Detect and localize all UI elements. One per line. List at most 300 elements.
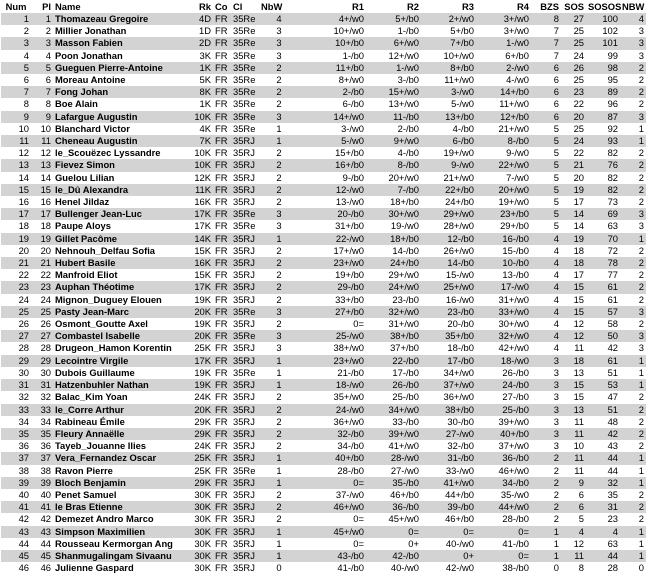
rank-cell: 10K: [183, 159, 213, 171]
pl-cell: 5: [31, 62, 53, 74]
round4-cell: 14+/b0: [476, 86, 531, 98]
num-cell: 2: [23, 25, 29, 37]
rank-cell: 29K: [183, 428, 213, 440]
table-row[interactable]: [1, 477, 646, 489]
sos-cell: 11: [574, 342, 584, 354]
country-cell: FR: [213, 404, 231, 416]
nbw-total-cell: 4: [620, 13, 646, 25]
table-row[interactable]: [1, 294, 646, 306]
header-co[interactable]: Co: [215, 1, 228, 12]
round3-cell: 29+/w0: [421, 208, 476, 220]
sosos-cell: 100: [586, 13, 620, 25]
club-cell: 35RJ: [233, 488, 255, 500]
nbw-cell: 2: [259, 404, 299, 416]
sosos-cell: 82: [607, 147, 618, 159]
round2-cell: 46+/b0: [390, 488, 419, 500]
table-row[interactable]: [1, 123, 646, 135]
round3-cell: 33-/w0: [445, 464, 474, 476]
club-cell: 35Re: [233, 98, 256, 110]
nbw-total-cell: 3: [620, 208, 646, 220]
round4-cell: 41-/b0: [502, 537, 529, 549]
nbw-cell: 2: [259, 428, 299, 440]
table-row[interactable]: [1, 440, 646, 452]
round3-cell: 6-/b0: [421, 135, 476, 147]
sosos-cell: 57: [586, 306, 620, 318]
round3-cell: 36+/w0: [443, 391, 474, 403]
name-cell: Shanmugalingam Sivaanu: [53, 550, 183, 562]
table-row[interactable]: [1, 330, 646, 342]
sos-cell: 18: [561, 355, 586, 367]
round3-cell: 15-/w0: [445, 269, 474, 281]
sosos-cell: 43: [607, 440, 618, 452]
name-cell: Tayeb_Jouanne Ilies: [55, 440, 147, 452]
rank-cell: 30K: [194, 513, 211, 525]
nbw-total-cell: 1: [620, 233, 646, 245]
round3-cell: 14-/b0: [421, 257, 476, 269]
club-cell: 35RJ: [233, 440, 255, 452]
table-row[interactable]: [1, 465, 646, 477]
table-row[interactable]: [1, 184, 646, 196]
country-cell: FR: [215, 415, 228, 427]
header-bzs[interactable]: BZS: [540, 1, 559, 12]
pl-cell: 12: [40, 147, 51, 159]
sos-cell: 11: [574, 415, 584, 427]
round2-cell: 0=: [366, 526, 421, 538]
club-cell: 35RJ: [231, 452, 259, 464]
num-cell: 31: [1, 379, 31, 391]
name-cell: le_Scouëzec Lyssandre: [55, 147, 161, 159]
round2-cell: 27-/w0: [390, 464, 419, 476]
country-cell: FR: [213, 550, 231, 562]
pl-cell: 35: [31, 428, 53, 440]
sosos-cell: 69: [586, 208, 620, 220]
header-cl[interactable]: Cl: [233, 1, 243, 12]
nbw-total-cell: 1: [620, 355, 646, 367]
pl-cell: 24: [40, 293, 51, 305]
nbw-total-cell: 2: [638, 74, 644, 86]
table-row[interactable]: [1, 526, 646, 538]
table-row[interactable]: [1, 233, 646, 245]
country-cell: FR: [213, 355, 231, 367]
nbw-cell: 2: [276, 269, 282, 281]
bzs-cell: 2: [531, 501, 561, 513]
table-row[interactable]: [1, 452, 646, 464]
round1-cell: 10+/w0: [333, 25, 364, 37]
pl-cell: 10: [40, 122, 51, 134]
rank-cell: 1K: [183, 62, 213, 74]
round4-cell: 26-/b0: [502, 366, 529, 378]
round3-cell: 4-/b0: [452, 122, 474, 134]
table-row[interactable]: [1, 98, 646, 110]
nbw-total-cell: 1: [620, 135, 646, 147]
table-row[interactable]: [1, 404, 646, 416]
name-cell: Pasty Jean-Marc: [53, 306, 183, 318]
pl-cell: 39: [31, 477, 53, 489]
table-row[interactable]: [1, 342, 646, 354]
num-cell: 30: [18, 366, 29, 378]
sosos-cell: 44: [607, 464, 618, 476]
nbw-total-cell: 2: [638, 415, 644, 427]
round1-cell: 35+/w0: [333, 391, 364, 403]
nbw-total-cell: 1: [620, 526, 646, 538]
round3-cell: 17-/b0: [421, 355, 476, 367]
sosos-cell: 93: [586, 135, 620, 147]
round2-cell: 17-/b0: [392, 366, 419, 378]
table-row[interactable]: [1, 489, 646, 501]
table-row[interactable]: [1, 159, 646, 171]
bzs-cell: 5: [531, 159, 561, 171]
nbw-total-cell: 2: [638, 391, 644, 403]
pl-cell: 15: [31, 184, 53, 196]
pl-cell: 20: [40, 244, 51, 256]
sosos-cell: 47: [607, 391, 618, 403]
name-cell: Guelou Lilian: [55, 171, 115, 183]
club-cell: 35Re: [231, 208, 259, 220]
table-row[interactable]: [1, 257, 646, 269]
num-cell: 34: [18, 415, 29, 427]
header-num[interactable]: Num: [5, 1, 27, 12]
round4-cell: 8-/b0: [476, 135, 531, 147]
bzs-cell: 3: [531, 428, 561, 440]
name-cell: Masson Fabien: [53, 37, 183, 49]
nbw-total-cell: 1: [620, 477, 646, 489]
num-cell: 4: [23, 49, 29, 61]
pl-cell: 29: [31, 355, 53, 367]
club-cell: 35Re: [233, 25, 256, 37]
nbw-cell: 3: [259, 37, 299, 49]
sos-cell: 11: [561, 550, 586, 562]
bzs-cell: 3: [531, 355, 561, 367]
nbw-total-cell: 1: [620, 550, 646, 562]
num-cell: 19: [1, 233, 31, 245]
name-cell: Rousseau Kermorgan Ang: [55, 537, 173, 549]
club-cell: 35Re: [233, 49, 256, 61]
nbw-cell: 2: [259, 62, 299, 74]
rank-cell: 20K: [183, 306, 213, 318]
name-cell: Combastel Isabelle: [53, 330, 183, 342]
round1-cell: 22-/w0: [299, 233, 366, 245]
bzs-cell: 4: [531, 257, 561, 269]
round4-cell: 0=: [476, 526, 531, 538]
round2-cell: 6+/w0: [366, 37, 421, 49]
pl-cell: 21: [31, 257, 53, 269]
round3-cell: 37+/w0: [421, 379, 476, 391]
round3-cell: 28+/w0: [443, 220, 474, 232]
sosos-cell: 98: [586, 62, 620, 74]
rank-cell: 30K: [194, 488, 211, 500]
round2-cell: 13+/w0: [388, 98, 419, 110]
table-row[interactable]: [1, 50, 646, 62]
round1-cell: 0=: [353, 513, 364, 525]
table-row[interactable]: [1, 379, 646, 391]
club-cell: 35RJ: [231, 477, 259, 489]
rank-cell: 10K: [194, 147, 211, 159]
nbw-cell: 1: [276, 464, 282, 476]
sosos-cell: 82: [586, 184, 620, 196]
name-cell: Osmont_Goutte Axel: [55, 318, 148, 330]
bzs-cell: 1: [553, 537, 559, 549]
sos-cell: 12: [561, 330, 586, 342]
table-row[interactable]: [1, 25, 646, 37]
header-rk[interactable]: Rk: [199, 1, 211, 12]
club-cell: 35RJ: [233, 147, 255, 159]
round1-cell: 41-/b0: [337, 562, 364, 574]
table-row[interactable]: [1, 196, 646, 208]
num-cell: 3: [1, 37, 31, 49]
rank-cell: 20K: [183, 404, 213, 416]
sosos-cell: 72: [607, 244, 618, 256]
country-cell: FR: [215, 25, 228, 37]
table-row[interactable]: [1, 428, 646, 440]
header-name[interactable]: Name: [55, 1, 81, 12]
round1-cell: 34-/b0: [337, 440, 364, 452]
header-r1[interactable]: R1: [352, 1, 364, 12]
bzs-cell: 5: [553, 196, 559, 208]
rank-cell: 30K: [194, 562, 211, 574]
country-cell: FR: [213, 257, 231, 269]
nbw-cell: 2: [276, 415, 282, 427]
num-cell: 29: [1, 355, 31, 367]
nbw-cell: 3: [276, 25, 282, 37]
sosos-cell: 48: [607, 415, 618, 427]
table-row[interactable]: [1, 172, 646, 184]
country-cell: FR: [213, 111, 231, 123]
table-row[interactable]: [1, 13, 646, 25]
table-row[interactable]: [1, 416, 646, 428]
round2-cell: 19-/w0: [390, 220, 419, 232]
nbw-total-cell: 2: [620, 428, 646, 440]
round2-cell: 24+/w0: [366, 281, 421, 293]
round2-cell: 24+/b0: [366, 257, 421, 269]
club-cell: 35RJ: [231, 355, 259, 367]
nbw-total-cell: 3: [620, 330, 646, 342]
header-pl[interactable]: Pl: [42, 1, 51, 12]
num-cell: 12: [18, 147, 29, 159]
round3-cell: 11+/w0: [444, 74, 474, 86]
nbw-total-cell: 3: [638, 220, 644, 232]
nbw-total-cell: 3: [620, 37, 646, 49]
round2-cell: 20+/w0: [388, 171, 419, 183]
header-r3[interactable]: R3: [462, 1, 474, 12]
club-cell: 35Re: [231, 330, 259, 342]
table-row[interactable]: [1, 111, 646, 123]
bzs-cell: 5: [531, 208, 561, 220]
num-cell: 35: [1, 428, 31, 440]
round3-cell: 40-/w0: [445, 537, 474, 549]
sosos-cell: 73: [607, 196, 618, 208]
sosos-cell: 31: [586, 501, 620, 513]
header-sos[interactable]: SOS: [564, 1, 584, 12]
round2-cell: 32+/w0: [366, 306, 421, 318]
name-cell: Gillet Pacôme: [53, 233, 183, 245]
name-cell: Bullenger Jean-Luc: [53, 208, 183, 220]
round1-cell: 5-/w0: [299, 135, 366, 147]
round1-cell: 20-/b0: [299, 208, 366, 220]
header-r4[interactable]: R4: [517, 1, 529, 12]
nbw-total-cell: 2: [620, 184, 646, 196]
table-row[interactable]: [1, 86, 646, 98]
header-r2[interactable]: R2: [407, 1, 419, 12]
rank-cell: 25K: [194, 464, 211, 476]
pl-cell: 14: [40, 171, 51, 183]
country-cell: FR: [213, 159, 231, 171]
round2-cell: 5+/b0: [366, 13, 421, 25]
rank-cell: 19K: [194, 318, 211, 330]
club-cell: 35RJ: [231, 550, 259, 562]
nbw-cell: 2: [259, 501, 299, 513]
round1-cell: 43-/b0: [299, 550, 366, 562]
table-row[interactable]: [1, 355, 646, 367]
pl-cell: 26: [40, 318, 51, 330]
round4-cell: 36-/b0: [476, 452, 531, 464]
sosos-cell: 35: [607, 488, 618, 500]
round4-cell: 38-/b0: [502, 562, 529, 574]
table-row[interactable]: [1, 208, 646, 220]
rank-cell: 8K: [183, 86, 213, 98]
rank-cell: 14K: [183, 233, 213, 245]
num-cell: 26: [18, 318, 29, 330]
country-cell: FR: [213, 62, 231, 74]
sos-cell: 17: [573, 269, 584, 281]
country-cell: FR: [215, 49, 228, 61]
num-cell: 39: [1, 477, 31, 489]
pl-cell: 38: [40, 464, 51, 476]
round2-cell: 33-/b0: [392, 415, 419, 427]
table-row[interactable]: [1, 367, 646, 379]
name-cell: Manfroid Eliot: [55, 269, 118, 281]
round1-cell: 16+/b0: [299, 159, 366, 171]
round2-cell: 25-/b0: [392, 391, 419, 403]
sosos-cell: 82: [607, 171, 618, 183]
round1-cell: 10+/b0: [299, 37, 366, 49]
table-row[interactable]: [1, 562, 646, 574]
country-cell: FR: [215, 244, 228, 256]
header-sosos[interactable]: SOSOS: [588, 1, 622, 12]
table-row[interactable]: [1, 281, 646, 293]
nbw-total-cell: 3: [638, 49, 644, 61]
club-cell: 35RJ: [231, 257, 259, 269]
club-cell: 35Re: [233, 122, 256, 134]
round2-cell: 28-/w0: [366, 452, 421, 464]
round3-cell: 0=: [421, 526, 476, 538]
nbw-cell: 2: [276, 318, 282, 330]
header-nbw2[interactable]: NBW: [622, 1, 645, 12]
round3-cell: 5+/b0: [450, 25, 474, 37]
name-cell: Mignon_Duguey Elouen: [55, 293, 162, 305]
table-row[interactable]: [1, 220, 646, 232]
round1-cell: 23+/w0: [299, 355, 366, 367]
round3-cell: 10+/w0: [443, 49, 474, 61]
rank-cell: 29K: [194, 415, 211, 427]
pl-cell: 37: [31, 452, 53, 464]
club-cell: 35Re: [233, 464, 256, 476]
round1-cell: 21-/b0: [337, 366, 364, 378]
table-row[interactable]: [1, 135, 646, 147]
nbw-cell: 2: [276, 171, 282, 183]
nbw-cell: 1: [259, 526, 299, 538]
round1-cell: 6-/b0: [342, 98, 364, 110]
sosos-cell: 61: [607, 293, 618, 305]
num-cell: 36: [18, 440, 29, 452]
table-row[interactable]: [1, 538, 646, 550]
nbw-cell: 2: [276, 440, 282, 452]
round4-cell: 9-/w0: [506, 147, 529, 159]
table-row[interactable]: [1, 147, 646, 159]
round1-cell: 0=: [299, 477, 366, 489]
round4-cell: 3+/w0: [476, 13, 531, 25]
rank-cell: 25K: [194, 342, 211, 354]
round2-cell: 1-/w0: [366, 62, 421, 74]
standings-table: [1, 0, 646, 574]
round2-cell: 15+/w0: [366, 86, 421, 98]
name-cell: Bloch Benjamin: [53, 477, 183, 489]
num-cell: 46: [18, 562, 29, 574]
round1-cell: 9-/b0: [342, 171, 364, 183]
table-row[interactable]: [1, 269, 646, 281]
nbw-total-cell: 2: [638, 98, 644, 110]
bzs-cell: 1: [531, 550, 561, 562]
round1-cell: 13-/w0: [335, 196, 364, 208]
nbw-total-cell: 3: [638, 342, 644, 354]
header-nbw[interactable]: NbW: [261, 1, 283, 12]
table-row[interactable]: [1, 550, 646, 562]
round4-cell: 29+/b0: [500, 220, 529, 232]
round1-cell: 12-/w0: [299, 184, 366, 196]
name-cell: Demezet Andro Marco: [55, 513, 154, 525]
rank-cell: 15K: [194, 244, 211, 256]
round1-cell: 28-/b0: [337, 464, 364, 476]
table-row[interactable]: [1, 74, 646, 86]
bzs-cell: 5: [531, 135, 561, 147]
name-cell: Ravon Pierre: [55, 464, 113, 476]
round1-cell: 18-/w0: [299, 379, 366, 391]
round3-cell: 5-/w0: [451, 98, 474, 110]
club-cell: 35Re: [231, 62, 259, 74]
table-row[interactable]: [1, 318, 646, 330]
round3-cell: 19+/w0: [443, 147, 474, 159]
table-row[interactable]: [1, 391, 646, 403]
table-row[interactable]: [1, 37, 646, 49]
table-row[interactable]: [1, 62, 646, 74]
table-row[interactable]: [1, 245, 646, 257]
nbw-cell: 1: [259, 550, 299, 562]
num-cell: 7: [1, 86, 31, 98]
country-cell: FR: [215, 537, 228, 549]
round3-cell: 26+/w0: [443, 244, 474, 256]
table-row[interactable]: [1, 513, 646, 525]
rank-cell: 30K: [183, 501, 213, 513]
round3-cell: 12-/b0: [421, 233, 476, 245]
table-row[interactable]: [1, 306, 646, 318]
name-cell: Dubois Guillaume: [55, 366, 135, 378]
table-row[interactable]: [1, 501, 646, 513]
country-cell: FR: [213, 526, 231, 538]
rank-cell: 30K: [183, 526, 213, 538]
nbw-cell: 1: [259, 355, 299, 367]
bzs-cell: 3: [553, 415, 559, 427]
country-cell: FR: [213, 37, 231, 49]
club-cell: 35RJ: [231, 501, 259, 513]
round4-cell: 10-/b0: [476, 257, 531, 269]
sos-cell: 11: [574, 464, 584, 476]
round3-cell: 38+/b0: [421, 404, 476, 416]
nbw-total-cell: 2: [638, 318, 644, 330]
round4-cell: 39+/w0: [498, 415, 529, 427]
bzs-cell: 5: [531, 184, 561, 196]
round2-cell: 0+: [408, 537, 419, 549]
country-cell: FR: [213, 281, 231, 293]
pl-cell: 18: [40, 220, 51, 232]
